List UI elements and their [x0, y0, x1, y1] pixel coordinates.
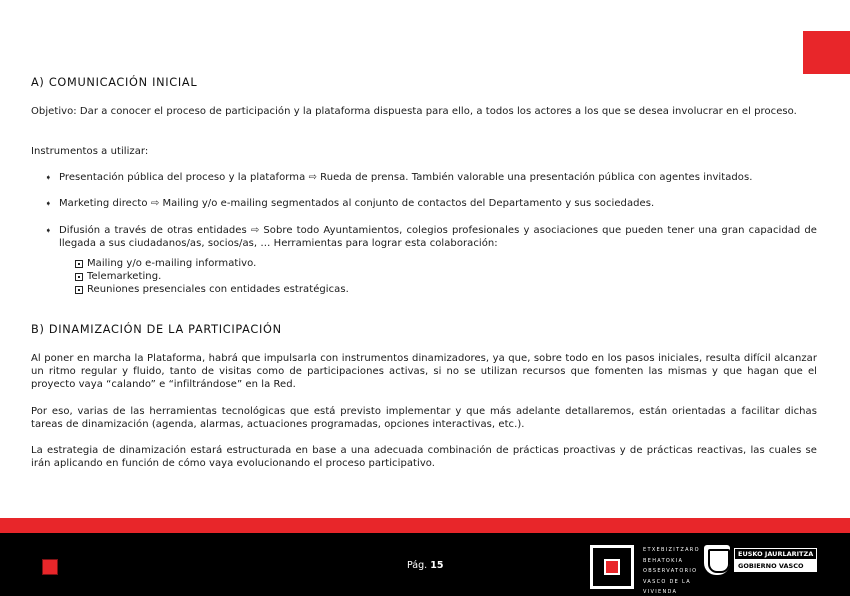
footer-square-icon	[42, 559, 58, 575]
bullet-text: Sobre todo Ayuntamientos, colegios profesionales y asociaciones que pueden tener una gran capacidad de llegada a sus ciudadanos/as, socios/as, … Herramientas para lograr esta colaboración:	[59, 225, 817, 249]
observatory-logo-text: ETXEBIZITZARO BEHATOKIA OBSERVATORIO VASCO DE LA VIVIENDA	[643, 547, 700, 595]
list-item	[75, 270, 161, 283]
section-b-heading: B) DINAMIZACIÓN DE LA PARTICIPACIÓN	[31, 323, 282, 336]
list-item	[75, 257, 256, 270]
right-arrow-icon: ⇨	[308, 172, 317, 183]
corner-accent-block	[803, 31, 850, 74]
list-item	[45, 171, 817, 184]
bullet-arrow-icon: ➧	[45, 173, 52, 182]
page-label: Pág.	[407, 560, 428, 571]
list-item	[45, 197, 817, 210]
gov-name-es: GOBIERNO VASCO	[734, 560, 817, 572]
observatory-logo-icon	[590, 545, 634, 589]
sub-item-text: Mailing y/o e-mailing informativo.	[87, 258, 257, 269]
government-logo	[704, 545, 817, 575]
bullet-text: Rueda de prensa. También valorable una presentación pública con agentes invitados.	[316, 172, 753, 183]
instruments-label: Instrumentos a utilizar:	[31, 146, 149, 157]
section-a-heading: A) COMUNICACIÓN INICIAL	[31, 76, 198, 89]
coat-of-arms-icon	[704, 545, 730, 575]
list-item	[45, 224, 817, 250]
paragraph: Al poner en marcha la Plataforma, habrá que impulsarla con instrumentos dinamizadores, ya que, sobre todo en los pasos iniciales, resulta difícil alcanzar un ritmo regular y fluido, tanto de visitas como de participaciones activas, si no se utilizan recursos que fomenten las mismas y que hagan que el proyecto vaya “calando” e “infiltrándose” en la Red.	[31, 353, 817, 390]
page-number	[407, 560, 443, 571]
sub-item-text: Telemarketing.	[87, 271, 162, 282]
right-arrow-icon: ⇨	[250, 225, 260, 236]
bullet-text: Presentación pública del proceso y la plataforma	[59, 172, 309, 183]
footer-accent-bar	[0, 518, 850, 533]
bullet-arrow-icon: ➧	[45, 226, 52, 235]
checkbox-bullet-icon	[75, 273, 83, 281]
bullet-text: Difusión a través de otras entidades	[59, 225, 251, 236]
bullet-text: Mailing y/o e-mailing segmentados al conjunto de contactos del Departamento y sus sociedades.	[159, 198, 655, 209]
paragraph: La estrategia de dinamización estará estructurada en base a una adecuada combinación de prácticas proactivas y de prácticas reactivas, las cuales se irán aplicando en función de cómo vaya evolucionando el proceso participativo.	[31, 445, 817, 469]
checkbox-bullet-icon	[75, 260, 83, 268]
checkbox-bullet-icon	[75, 286, 83, 294]
footer	[0, 533, 850, 596]
right-arrow-icon: ⇨	[150, 198, 160, 209]
bullet-text: Marketing directo	[59, 198, 151, 209]
page-number-value: 15	[430, 560, 444, 571]
paragraph: Por eso, varias de las herramientas tecnológicas que está previsto implementar y que más adelante detallaremos, están orientadas a facilitar dichas tareas de dinamización (agenda, alarmas, actuaciones programadas, opciones interactivas, etc.).	[31, 406, 817, 430]
gov-name-eu: EUSKO JAURLARITZA	[734, 548, 817, 560]
bullet-arrow-icon: ➧	[45, 199, 52, 208]
sub-item-text: Reuniones presenciales con entidades estratégicas.	[87, 284, 349, 295]
list-item	[75, 283, 349, 296]
objective-paragraph: Objetivo: Dar a conocer el proceso de participación y la plataforma dispuesta para ello, a todos los actores a los que se desea involucrar en el proceso.	[31, 106, 797, 117]
